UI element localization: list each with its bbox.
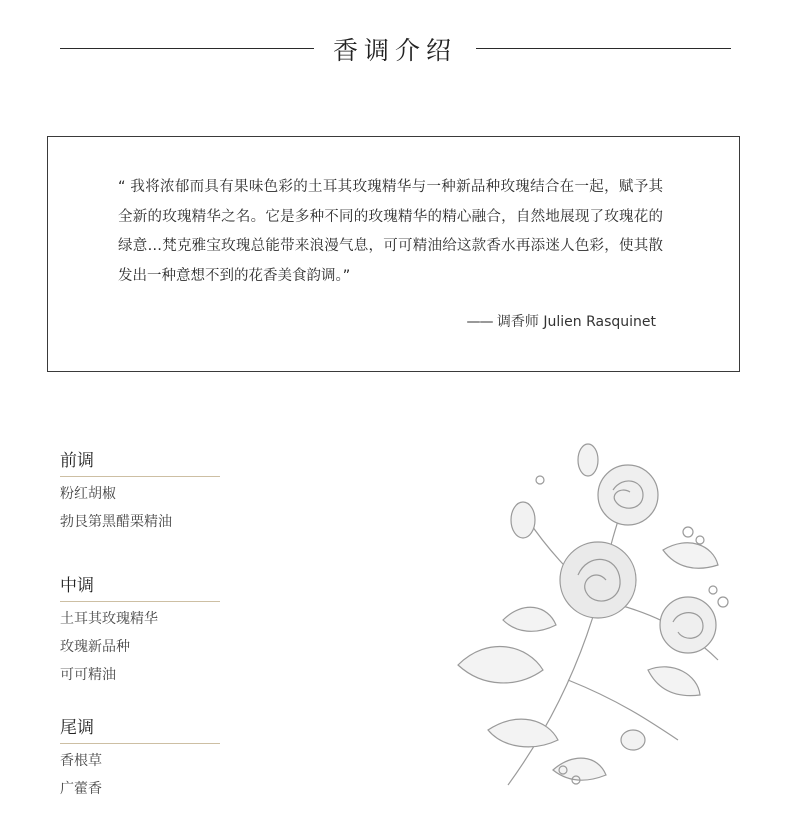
berry	[718, 597, 728, 607]
middle-notes-section	[60, 571, 220, 689]
note-item: 可可精油	[60, 667, 116, 683]
rose-bud	[511, 502, 535, 538]
top-notes-heading: 前调	[60, 446, 220, 477]
perfumer-quote: “ 我将浓郁而具有果味色彩的土耳其玫瑰精华与一种新品种玫瑰结合在一起，赋予其全新的玫瑰精华之名。它是多种不同的玫瑰精华的精心融合，自然地展现了玫瑰花的绿意…梵克雅宝玫瑰总能带来浪漫气息，可可精油给这款香水再添迷人色彩，使其散发出一种意想不到的花香美食韵调。”	[118, 179, 663, 284]
note-item: 广藿香	[60, 781, 102, 797]
attribution-dash: ——	[466, 314, 493, 330]
top-notes-section	[60, 446, 220, 536]
perfumer-name: 调香师 Julien Rasquinet	[496, 314, 656, 330]
note-item: 香根草	[60, 753, 102, 769]
page-title: 香调介绍	[332, 36, 457, 65]
note-item: 土耳其玫瑰精华	[60, 611, 158, 627]
rose-bud	[621, 730, 645, 750]
leaf	[553, 758, 606, 780]
rose-bouquet-illustration	[448, 440, 748, 790]
middle-notes-heading: 中调	[60, 571, 220, 602]
title-rule-right	[476, 48, 731, 49]
note-item: 勃艮第黑醋栗精油	[60, 514, 172, 530]
base-notes-section	[60, 713, 220, 803]
rose-head	[660, 597, 716, 653]
note-item: 粉红胡椒	[60, 486, 116, 502]
quote-attribution	[466, 311, 656, 331]
leaf	[458, 646, 543, 682]
berry	[709, 586, 717, 594]
perfumer-quote-box	[47, 136, 740, 372]
section-title-row	[0, 28, 790, 68]
rose-head	[598, 465, 658, 525]
rose-head	[560, 542, 636, 618]
base-notes-heading: 尾调	[60, 713, 220, 744]
leaf	[663, 543, 718, 568]
berry	[696, 536, 704, 544]
leaf	[503, 607, 556, 631]
berry	[536, 476, 544, 484]
stem	[568, 680, 678, 740]
rose-bud	[578, 444, 598, 476]
berry	[683, 527, 693, 537]
note-item: 玫瑰新品种	[60, 639, 130, 655]
title-rule-left	[60, 48, 314, 49]
leaf	[648, 667, 700, 696]
